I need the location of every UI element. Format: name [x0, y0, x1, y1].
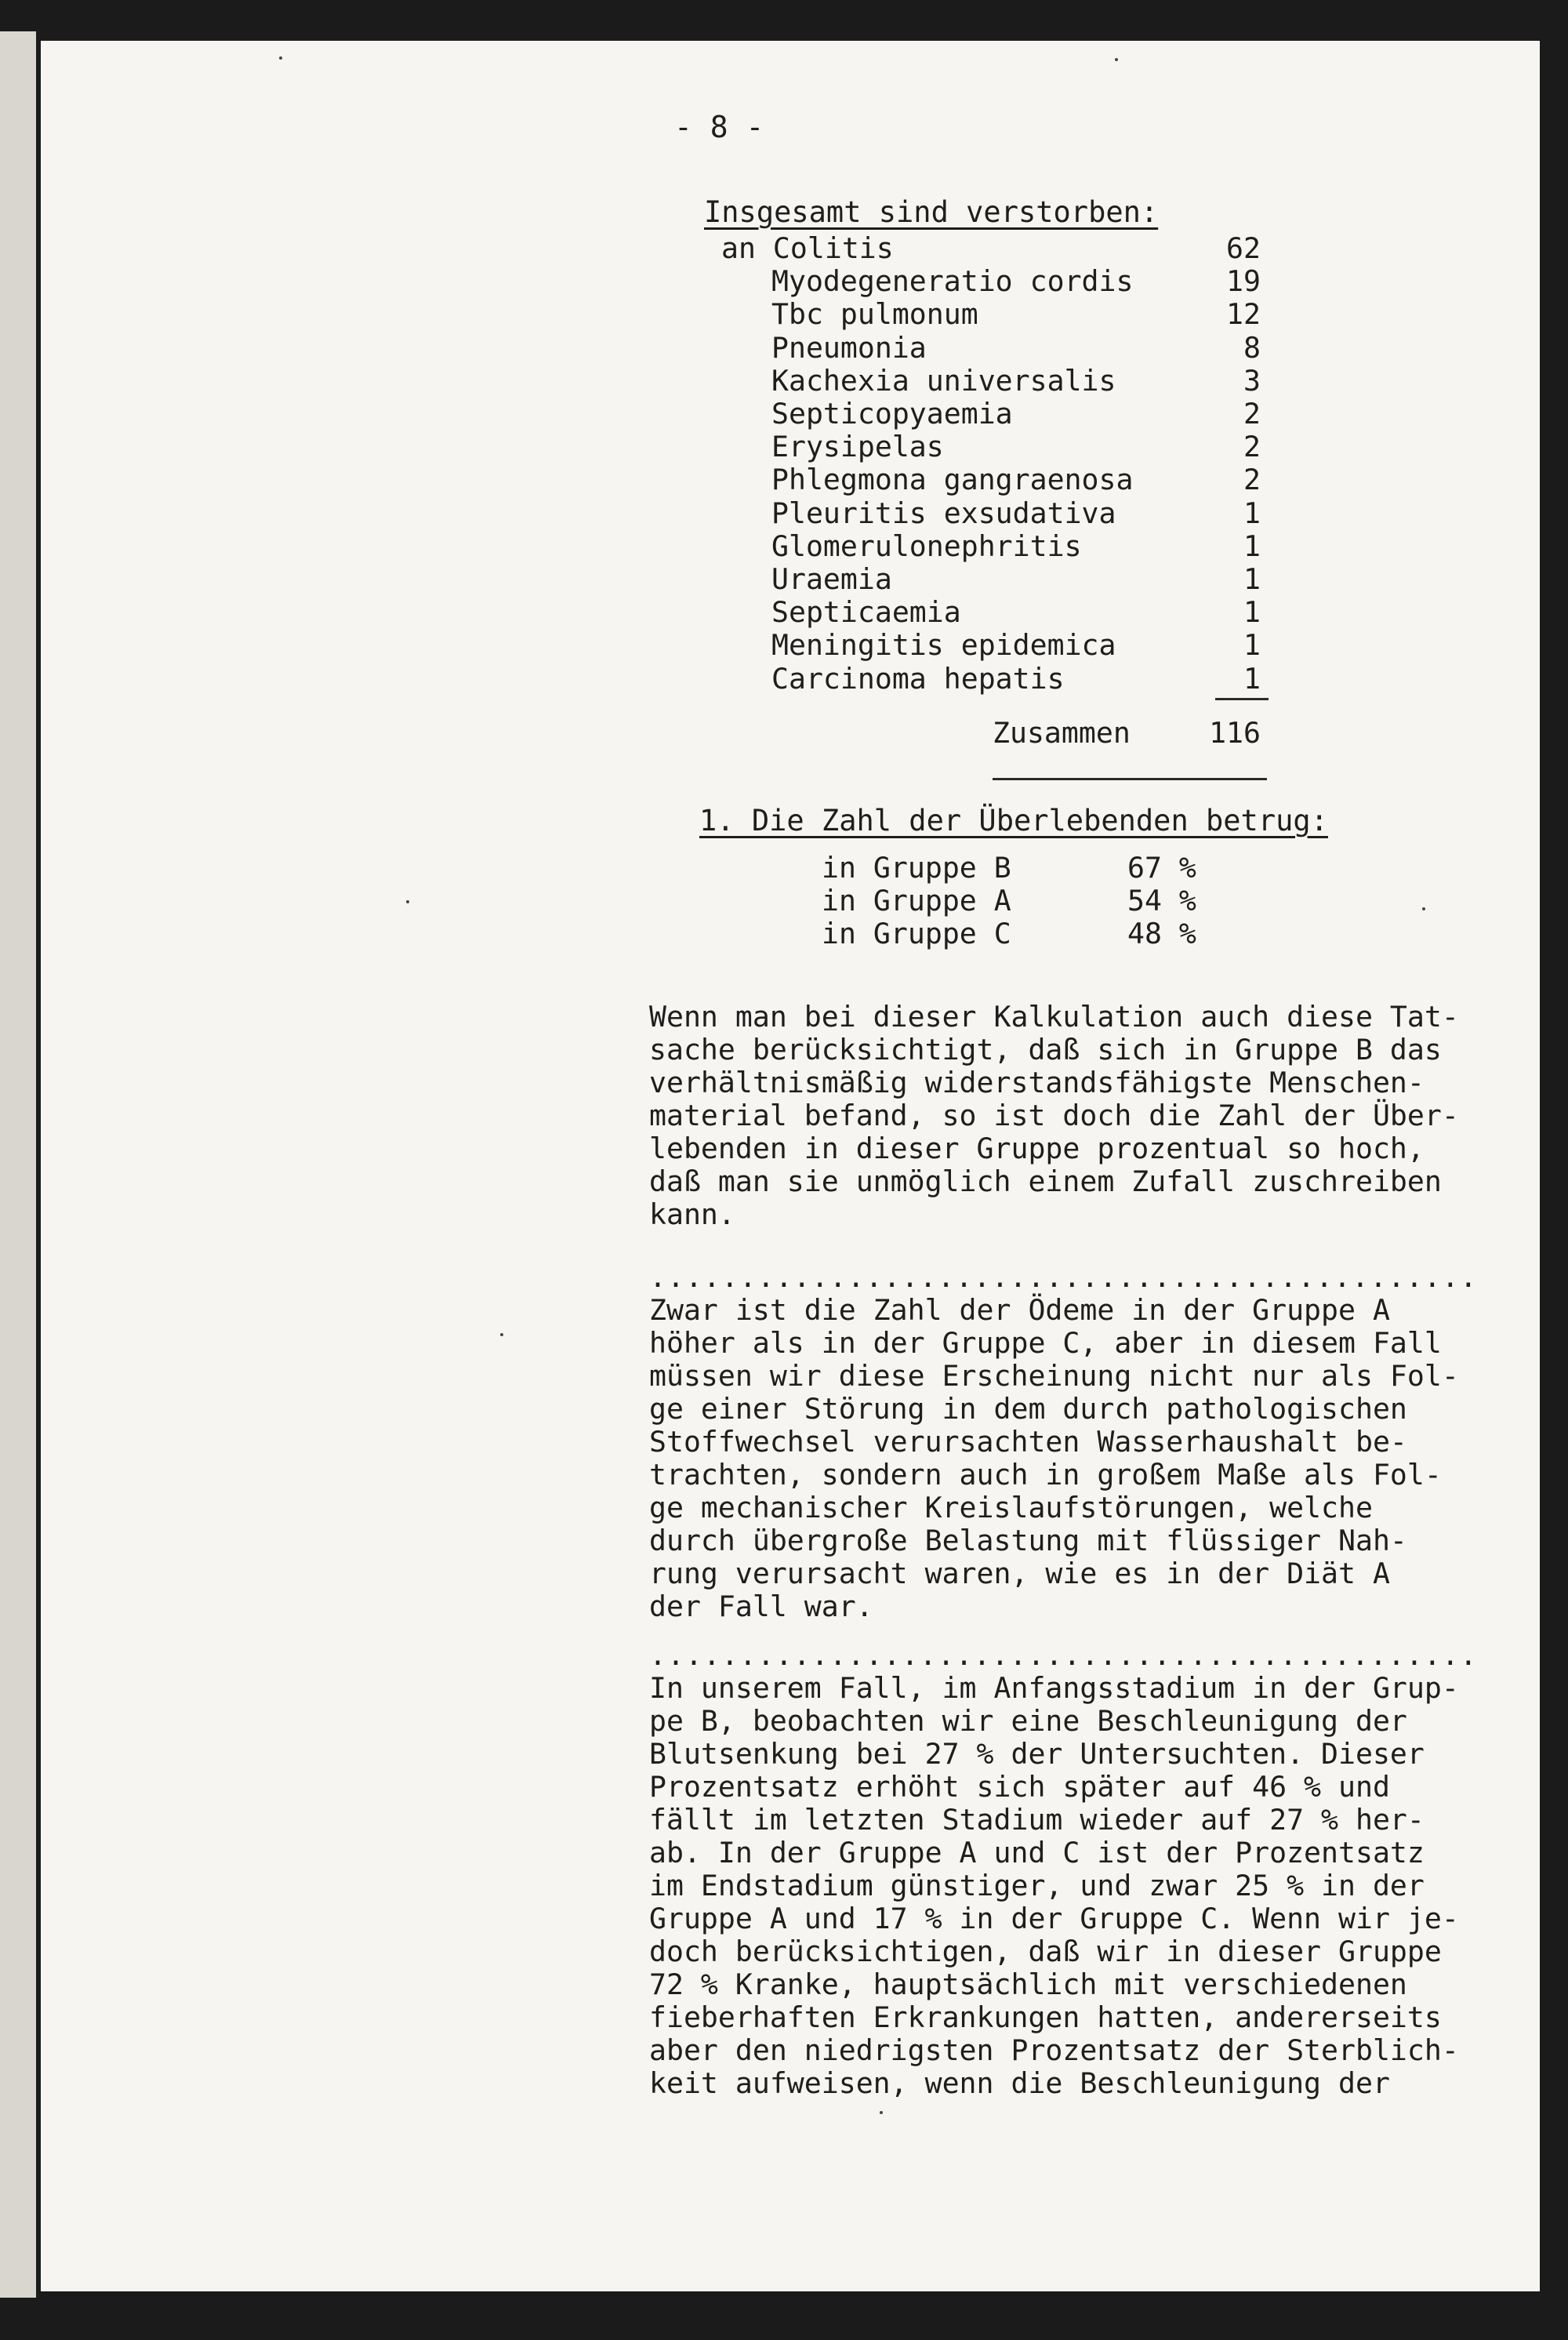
speck — [1115, 58, 1118, 61]
text-line: material befand, so ist doch die Zahl der Über- — [649, 1099, 1459, 1132]
deaths-row — [649, 563, 1512, 596]
text-line: ab. In der Gruppe A und C ist der Prozentsatz — [649, 1836, 1425, 1869]
deaths-row — [649, 663, 1512, 696]
cause-label: Kachexia universalis — [771, 363, 1116, 398]
group-label: in Gruppe B — [822, 851, 1011, 885]
cause-label: Phlegmona gangraenosa — [771, 463, 1134, 497]
cause-count: 12 — [1226, 297, 1261, 332]
text-line: ge mechanischer Kreislaufstörungen, welche — [649, 1491, 1373, 1524]
deaths-row — [649, 265, 1512, 298]
text-line: rung verursacht waren, wie es in der Diät A — [649, 1557, 1390, 1590]
text-line: durch übergroße Belastung mit flüssiger Nah- — [649, 1524, 1407, 1557]
text-line: keit aufweisen, wenn die Beschleunigung der — [649, 2066, 1390, 2100]
text-line: höher als in der Gruppe C, aber in diesem Fall — [649, 1326, 1442, 1360]
cause-label: Uraemia — [771, 562, 892, 596]
text-line: sache berücksichtigt, daß sich in Gruppe B das — [649, 1033, 1442, 1066]
text-line: In unserem Fall, im Anfangsstadium in der Grup- — [649, 1671, 1459, 1705]
text-line: fällt im letzten Stadium wieder auf 27 % her- — [649, 1803, 1425, 1837]
text-line: doch berücksichtigen, daß wir in dieser Gruppe — [649, 1935, 1442, 1968]
deaths-row — [649, 365, 1512, 398]
cause-label: Septicaemia — [771, 595, 961, 630]
text-line: im Endstadium günstiger, und zwar 25 % in der — [649, 1869, 1425, 1902]
deaths-row — [649, 629, 1512, 662]
cause-count: 2 — [1243, 430, 1261, 464]
book-edge — [0, 31, 36, 2298]
separator-2: .............................................. — [649, 1639, 1478, 1672]
deaths-heading: Insgesamt sind verstorben: — [704, 195, 1159, 229]
survivor-row — [649, 852, 1512, 885]
deaths-row — [649, 596, 1512, 629]
text-line: verhältnismäßig widerstandsfähigste Menschen- — [649, 1066, 1425, 1099]
survivor-row — [649, 917, 1512, 950]
separator-1: .............................................. — [649, 1261, 1478, 1294]
cause-label: Myodegeneratio cordis — [771, 264, 1134, 299]
deaths-row — [649, 497, 1512, 530]
text-line: Prozentsatz erhöht sich später auf 46 % und — [649, 1770, 1390, 1804]
deaths-row — [649, 298, 1512, 331]
text-line: Blutsenkung bei 27 % der Untersuchten. Dieser — [649, 1737, 1425, 1771]
cause-count: 1 — [1243, 529, 1261, 563]
text-line: Stoffwechsel verursachten Wasserhaushalt be- — [649, 1425, 1407, 1459]
text-line: müssen wir diese Erscheinung nicht nur als Fol- — [649, 1359, 1459, 1393]
text-line: der Fall war. — [649, 1590, 873, 1623]
total-value: 116 — [1209, 716, 1261, 750]
text-line: trachten, sondern auch in großem Maße als Fol- — [649, 1458, 1442, 1492]
group-percentage: 67 % — [1127, 851, 1196, 885]
deaths-row — [649, 463, 1512, 496]
text-line: aber den niedrigsten Prozentsatz der Sterblich- — [649, 2033, 1459, 2067]
cause-count: 1 — [1243, 595, 1261, 630]
deaths-row — [649, 431, 1512, 463]
cause-label: an Colitis — [721, 231, 894, 265]
cause-label: Carcinoma hepatis — [771, 661, 1065, 696]
text-line: lebenden in dieser Gruppe prozentual so hoch, — [649, 1132, 1425, 1165]
cause-count: 19 — [1226, 264, 1261, 299]
cause-label: Septicopyaemia — [771, 397, 1013, 431]
text-line: daß man sie unmöglich einem Zufall zuschreiben — [649, 1165, 1442, 1198]
cause-label: Erysipelas — [771, 430, 944, 464]
survivors-heading: 1. Die Zahl der Überlebenden betrug: — [699, 804, 1328, 838]
total-rule — [993, 778, 1267, 780]
cause-label: Pneumonia — [771, 330, 927, 365]
cause-count: 2 — [1243, 397, 1261, 431]
page-number: - 8 - — [674, 110, 764, 144]
speck — [279, 56, 282, 60]
cause-count: 8 — [1243, 330, 1261, 365]
deaths-row — [649, 530, 1512, 563]
text-line: fieberhaften Erkrankungen hatten, andererseits — [649, 2000, 1442, 2034]
survivor-row — [649, 885, 1512, 917]
text-line: ge einer Störung in dem durch pathologischen — [649, 1392, 1407, 1426]
cause-count: 1 — [1243, 496, 1261, 530]
cause-label: Glomerulonephritis — [771, 529, 1082, 563]
cause-count: 2 — [1243, 463, 1261, 497]
paragraph-2 — [649, 1294, 1512, 1623]
cause-count: 1 — [1243, 628, 1261, 663]
text-line: kann. — [649, 1197, 735, 1231]
deaths-row — [649, 332, 1512, 365]
paragraph-3 — [649, 1672, 1512, 2100]
speck — [406, 900, 409, 903]
total-label: Zusammen — [993, 716, 1131, 750]
paragraph-1 — [649, 1001, 1512, 1231]
cause-label: Pleuritis exsudativa — [771, 496, 1116, 530]
cause-label: Meningitis epidemica — [771, 628, 1116, 663]
cause-count: 62 — [1226, 231, 1261, 265]
cause-label: Tbc pulmonum — [771, 297, 978, 332]
text-line: 72 % Kranke, hauptsächlich mit verschiedenen — [649, 1968, 1407, 2001]
text-line: Wenn man bei dieser Kalkulation auch diese Tat- — [649, 1000, 1459, 1034]
speck — [880, 2111, 883, 2114]
group-percentage: 54 % — [1127, 884, 1196, 917]
group-percentage: 48 % — [1127, 917, 1196, 950]
text-line: pe B, beobachten wir eine Beschleunigung der — [649, 1704, 1407, 1738]
text-line: Gruppe A und 17 % in der Gruppe C. Wenn wir je- — [649, 1902, 1459, 1935]
cause-count: 1 — [1243, 562, 1261, 596]
cause-count: 1 — [1243, 661, 1261, 696]
speck — [500, 1333, 503, 1336]
group-label: in Gruppe A — [822, 884, 1011, 917]
group-label: in Gruppe C — [822, 917, 1011, 950]
deaths-row — [649, 398, 1512, 431]
text-line: Zwar ist die Zahl der Ödeme in der Gruppe A — [649, 1293, 1390, 1327]
cause-count: 3 — [1243, 363, 1261, 398]
deaths-total-row — [649, 717, 1512, 750]
deaths-row — [649, 232, 1512, 265]
sum-rule — [1215, 698, 1269, 700]
